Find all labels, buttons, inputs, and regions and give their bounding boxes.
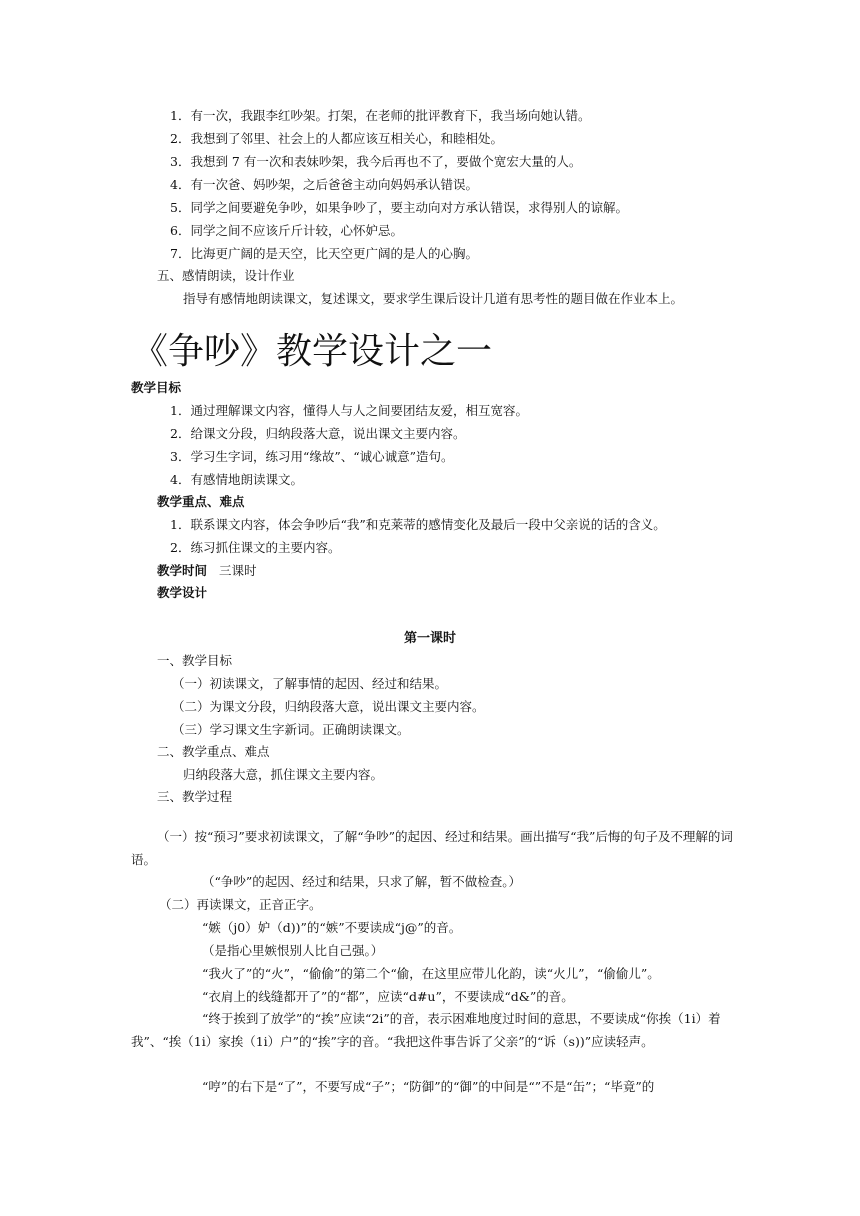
list-item: （三）学习课文生字新词。正确朗读课文。 — [172, 722, 410, 737]
section-heading: 五、感情朗读，设计作业 — [157, 268, 295, 283]
time-value: 三课时 — [219, 563, 257, 578]
list-item: 7．比海更广阔的是天空，比天空更广阔的是人的心胸。 — [170, 246, 478, 261]
design-heading: 教学设计 — [157, 585, 208, 600]
paragraph: 归纳段落大意，抓住课文主要内容。 — [183, 767, 384, 782]
list-item: 3．我想到 7 有一次和表妹吵架，我今后再也不了，要做个宽宏大量的人。 — [170, 154, 582, 169]
document-title: 《争吵》教学设计之一 — [132, 331, 493, 372]
list-item: （一）初读课文，了解事情的起因、经过和结果。 — [172, 676, 448, 691]
paragraph: “终于挨到了放学”的“挨”应读“2i”的音，表示困难地度过时间的意思，不要读成“你挨（1i）着我”、“挨（1i）家挨（1i）户”的“挨”字的音。“我把这件事告诉了父亲”的“诉（s))”应读轻声。 — [131, 1011, 721, 1049]
goals-heading: 教学目标 — [131, 380, 182, 395]
list-item: 5．同学之间要避免争吵，如果争吵了，要主动向对方承认错误，求得别人的谅解。 — [170, 200, 628, 215]
paragraph: （一）按“预习”要求初读课文，了解“争吵”的起因、经过和结果。画出描写“我”后悔的句子及不理解的词语。 — [131, 829, 733, 867]
list-item: （二）为课文分段，归纳段落大意，说出课文主要内容。 — [172, 699, 485, 714]
key-heading: 教学重点、难点 — [157, 494, 245, 509]
paragraph: 指导有感情地朗读课文，复述课文，要求学生课后设计几道有思考性的题目做在作业本上。 — [183, 291, 684, 306]
paragraph-note: （“争吵”的起因、经过和结果，只求了解，暂不做检查。） — [202, 874, 522, 889]
list-item: 2．给课文分段，归纳段落大意，说出课文主要内容。 — [170, 426, 466, 441]
list-item: 1．通过理解课文内容，懂得人与人之间要团结友爱，相互宽容。 — [170, 403, 528, 418]
section-heading: （二）再读课文，正音正字。 — [159, 897, 322, 912]
section-heading: 三、教学过程 — [157, 789, 233, 804]
time-label: 教学时间 — [157, 563, 208, 578]
section-heading: 一、教学目标 — [157, 653, 233, 668]
list-item: 2．我想到了邻里、社会上的人都应该互相关心，和睦相处。 — [170, 131, 503, 146]
time-row — [157, 563, 257, 579]
list-item: 2．练习抓住课文的主要内容。 — [170, 540, 341, 555]
list-item: 1．联系课文内容，体会争吵后“我”和克莱蒂的感情变化及最后一段中父亲说的话的含义。 — [170, 517, 666, 532]
list-item: 4．有一次爸、妈吵架，之后爸爸主动向妈妈承认错误。 — [170, 177, 478, 192]
list-item: 1．有一次，我跟李红吵架。打架，在老师的批评教育下，我当场向她认错。 — [170, 108, 591, 123]
lesson-heading: 第一课时 — [403, 631, 456, 646]
paragraph: “哼”的右下是“了”，不要写成“子”；“防御”的“御”的中间是“”不是“缶”；“毕竟”的 — [202, 1079, 655, 1094]
list-item: 3．学习生字词，练习用“缘故”、“诚心诚意”造句。 — [170, 449, 454, 464]
list-item: “嫉（j0）妒（d))”的“嫉”不要读成“j@”的音。 — [202, 920, 462, 935]
list-item: 6．同学之间不应该斤斤计较，心怀妒忌。 — [170, 223, 403, 238]
list-item: （是指心里嫉恨别人比自己强。） — [202, 943, 384, 958]
list-item: “衣肩上的线缝都开了”的“都”，应读“d#u”，不要读成“d&”的音。 — [202, 989, 574, 1004]
section-heading: 二、教学重点、难点 — [157, 744, 270, 759]
list-item: 4．有感情地朗读课文。 — [170, 472, 303, 487]
list-item: “我火了”的“火”，“偷偷”的第二个“偷，在这里应带儿化韵，读“火儿”，“偷偷儿”。 — [202, 966, 660, 981]
